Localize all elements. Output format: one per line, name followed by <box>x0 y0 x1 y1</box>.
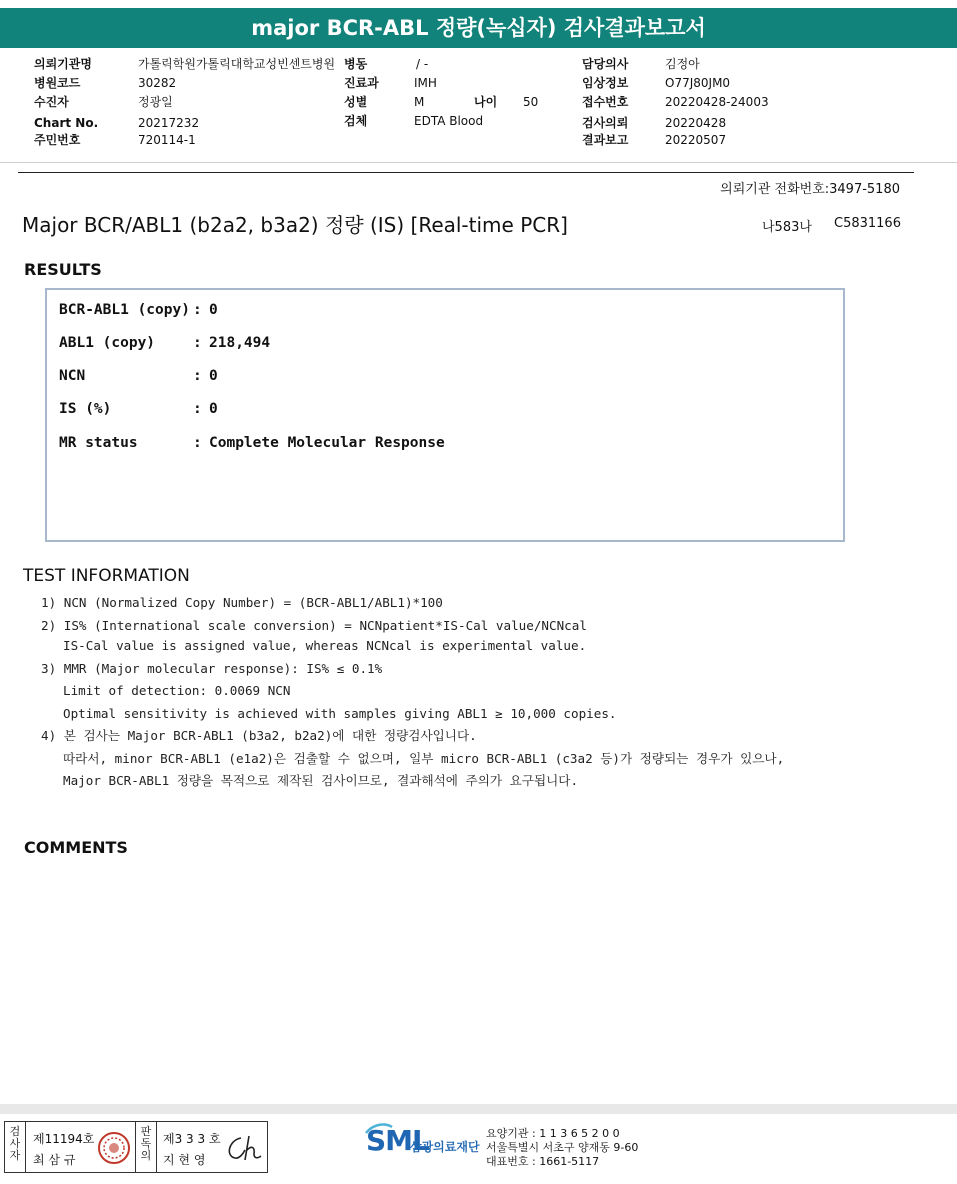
test-info-line: 4) 본 검사는 Major BCR-ABL1 (b3a2, b2a2)에 대한 정량검사입니다. <box>41 728 477 743</box>
lab-institution-code: 요양기관 : 1 1 3 6 5 2 0 0 <box>486 1127 620 1140</box>
test-info-list <box>41 592 784 793</box>
label-department: 진료과 <box>344 76 379 90</box>
result-value: Complete Molecular Response <box>209 435 445 451</box>
label-age: 나이 <box>474 95 498 109</box>
result-value: 0 <box>209 368 218 384</box>
label-chart-no: Chart No. <box>34 116 99 130</box>
label-doctor: 담당의사 <box>582 57 629 71</box>
result-colon: : <box>193 302 202 318</box>
result-row-mr-status <box>59 435 445 451</box>
test-info-line: 1) NCN (Normalized Copy Number) = (BCR-ABL1/ABL1)*100 <box>41 595 443 610</box>
value-doctor: 김정아 <box>665 57 700 71</box>
result-value: 0 <box>209 401 218 417</box>
result-value: 0 <box>209 302 218 318</box>
lab-address: 서울특별시 서초구 양재동 9-60 <box>486 1141 639 1154</box>
label-request-date: 검사의뢰 <box>582 116 629 130</box>
section-rule <box>18 172 914 173</box>
value-patient: 정광일 <box>138 95 173 109</box>
test-info-line: Limit of detection: 0.0069 NCN <box>63 683 291 698</box>
test-code-insurance: 나583나 <box>762 220 812 235</box>
result-label: NCN <box>59 368 86 384</box>
value-resident-no: 720114-1 <box>138 133 196 147</box>
result-row-is <box>59 401 218 417</box>
value-specimen: EDTA Blood <box>414 114 484 128</box>
sml-logo <box>366 1124 480 1157</box>
result-row-abl1 <box>59 335 270 351</box>
value-receipt-no: 20220428-24003 <box>665 95 769 109</box>
label-institution: 의뢰기관명 <box>34 57 92 71</box>
signature-box <box>4 1121 268 1173</box>
label-patient: 수진자 <box>34 95 69 109</box>
value-request-date: 20220428 <box>665 116 727 130</box>
sml-swoosh-icon <box>364 1123 394 1135</box>
label-resident-no: 주민번호 <box>34 133 81 147</box>
examiner-name: 최 삼 규 <box>33 1153 76 1167</box>
result-value: 218,494 <box>209 335 271 351</box>
header-divider <box>0 162 957 163</box>
reviewer-signature-icon <box>223 1132 263 1164</box>
label-report-date: 결과보고 <box>582 133 629 147</box>
institution-phone: 의뢰기관 전화번호:3497-5180 <box>720 182 900 197</box>
results-box <box>45 288 845 542</box>
label-ward: 병동 <box>344 57 368 71</box>
result-colon: : <box>193 401 202 417</box>
test-info-line: 2) IS% (International scale conversion) = NCNpatient*IS-Cal value/NCNcal <box>41 617 587 633</box>
result-label: IS (%) <box>59 401 112 417</box>
result-colon: : <box>193 335 202 351</box>
lab-address-block <box>486 1127 638 1169</box>
value-chart-no: 20217232 <box>138 116 200 130</box>
lab-phone: 대표번호 : 1661-5117 <box>486 1155 600 1168</box>
value-ward: / - <box>416 57 429 71</box>
reviewer-license: 제3 3 3 호 <box>163 1132 221 1146</box>
result-label: BCR-ABL1 (copy) <box>59 302 190 318</box>
examiner-label: 검사자 <box>9 1125 21 1162</box>
value-sex: M <box>414 95 425 109</box>
test-info-line: Major BCR-ABL1 정량을 목적으로 제작된 검사이므로, 결과해석에 주의가 요구됩니다. <box>63 773 579 788</box>
sml-logo-text: SML <box>366 1124 429 1157</box>
reviewer-label: 판독의 <box>140 1125 152 1162</box>
reviewer-label-cell <box>135 1122 157 1172</box>
footer-divider <box>0 1104 957 1114</box>
label-sex: 성별 <box>344 95 368 109</box>
test-info-line: IS-Cal value is assigned value, whereas NCNcal is experimental value. <box>63 638 587 653</box>
test-info-line: 3) MMR (Major molecular response): IS% ≤ 0.1% <box>41 660 383 676</box>
result-label: MR status <box>59 435 138 451</box>
examiner-license: 제11194호 <box>33 1132 95 1146</box>
test-info-heading: TEST INFORMATION <box>23 566 190 586</box>
reviewer-name: 지 현 영 <box>163 1153 206 1167</box>
result-row-bcr-abl1 <box>59 302 218 318</box>
value-hospital-code: 30282 <box>138 76 177 90</box>
test-info-line: Optimal sensitivity is achieved with samples giving ABL1 ≥ 10,000 copies. <box>63 705 617 721</box>
report-title: major BCR-ABL 정량(녹십자) 검사결과보고서 <box>0 8 957 48</box>
examiner-seal-icon <box>97 1131 131 1165</box>
test-info-line: 따라서, minor BCR-ABL1 (e1a2)은 검출할 수 없으며, 일부 micro BCR-ABL1 (c3a2 등)가 정량되는 경우가 있으나, <box>63 750 785 766</box>
label-clinical-info: 임상정보 <box>582 76 629 90</box>
test-code-lab: C5831166 <box>834 216 901 231</box>
comments-heading: COMMENTS <box>24 838 128 857</box>
result-label: ABL1 (copy) <box>59 335 156 351</box>
test-name: Major BCR/ABL1 (b2a2, b3a2) 정량 (IS) [Real-time PCR] <box>22 213 568 237</box>
result-colon: : <box>193 368 202 384</box>
label-specimen: 검체 <box>344 114 368 128</box>
value-age: 50 <box>523 95 539 109</box>
result-row-ncn <box>59 368 218 384</box>
result-colon: : <box>193 435 202 451</box>
results-heading: RESULTS <box>24 260 102 279</box>
examiner-label-cell <box>5 1122 26 1172</box>
org-name: 삼광의료재단 <box>410 1140 480 1154</box>
value-department: IMH <box>414 76 437 90</box>
value-clinical-info: O77J80JM0 <box>665 76 731 90</box>
label-receipt-no: 접수번호 <box>582 95 629 109</box>
value-institution: 가톨릭학원가톨릭대학교성빈센트병원 <box>138 57 336 71</box>
value-report-date: 20220507 <box>665 133 727 147</box>
label-hospital-code: 병원코드 <box>34 76 81 90</box>
